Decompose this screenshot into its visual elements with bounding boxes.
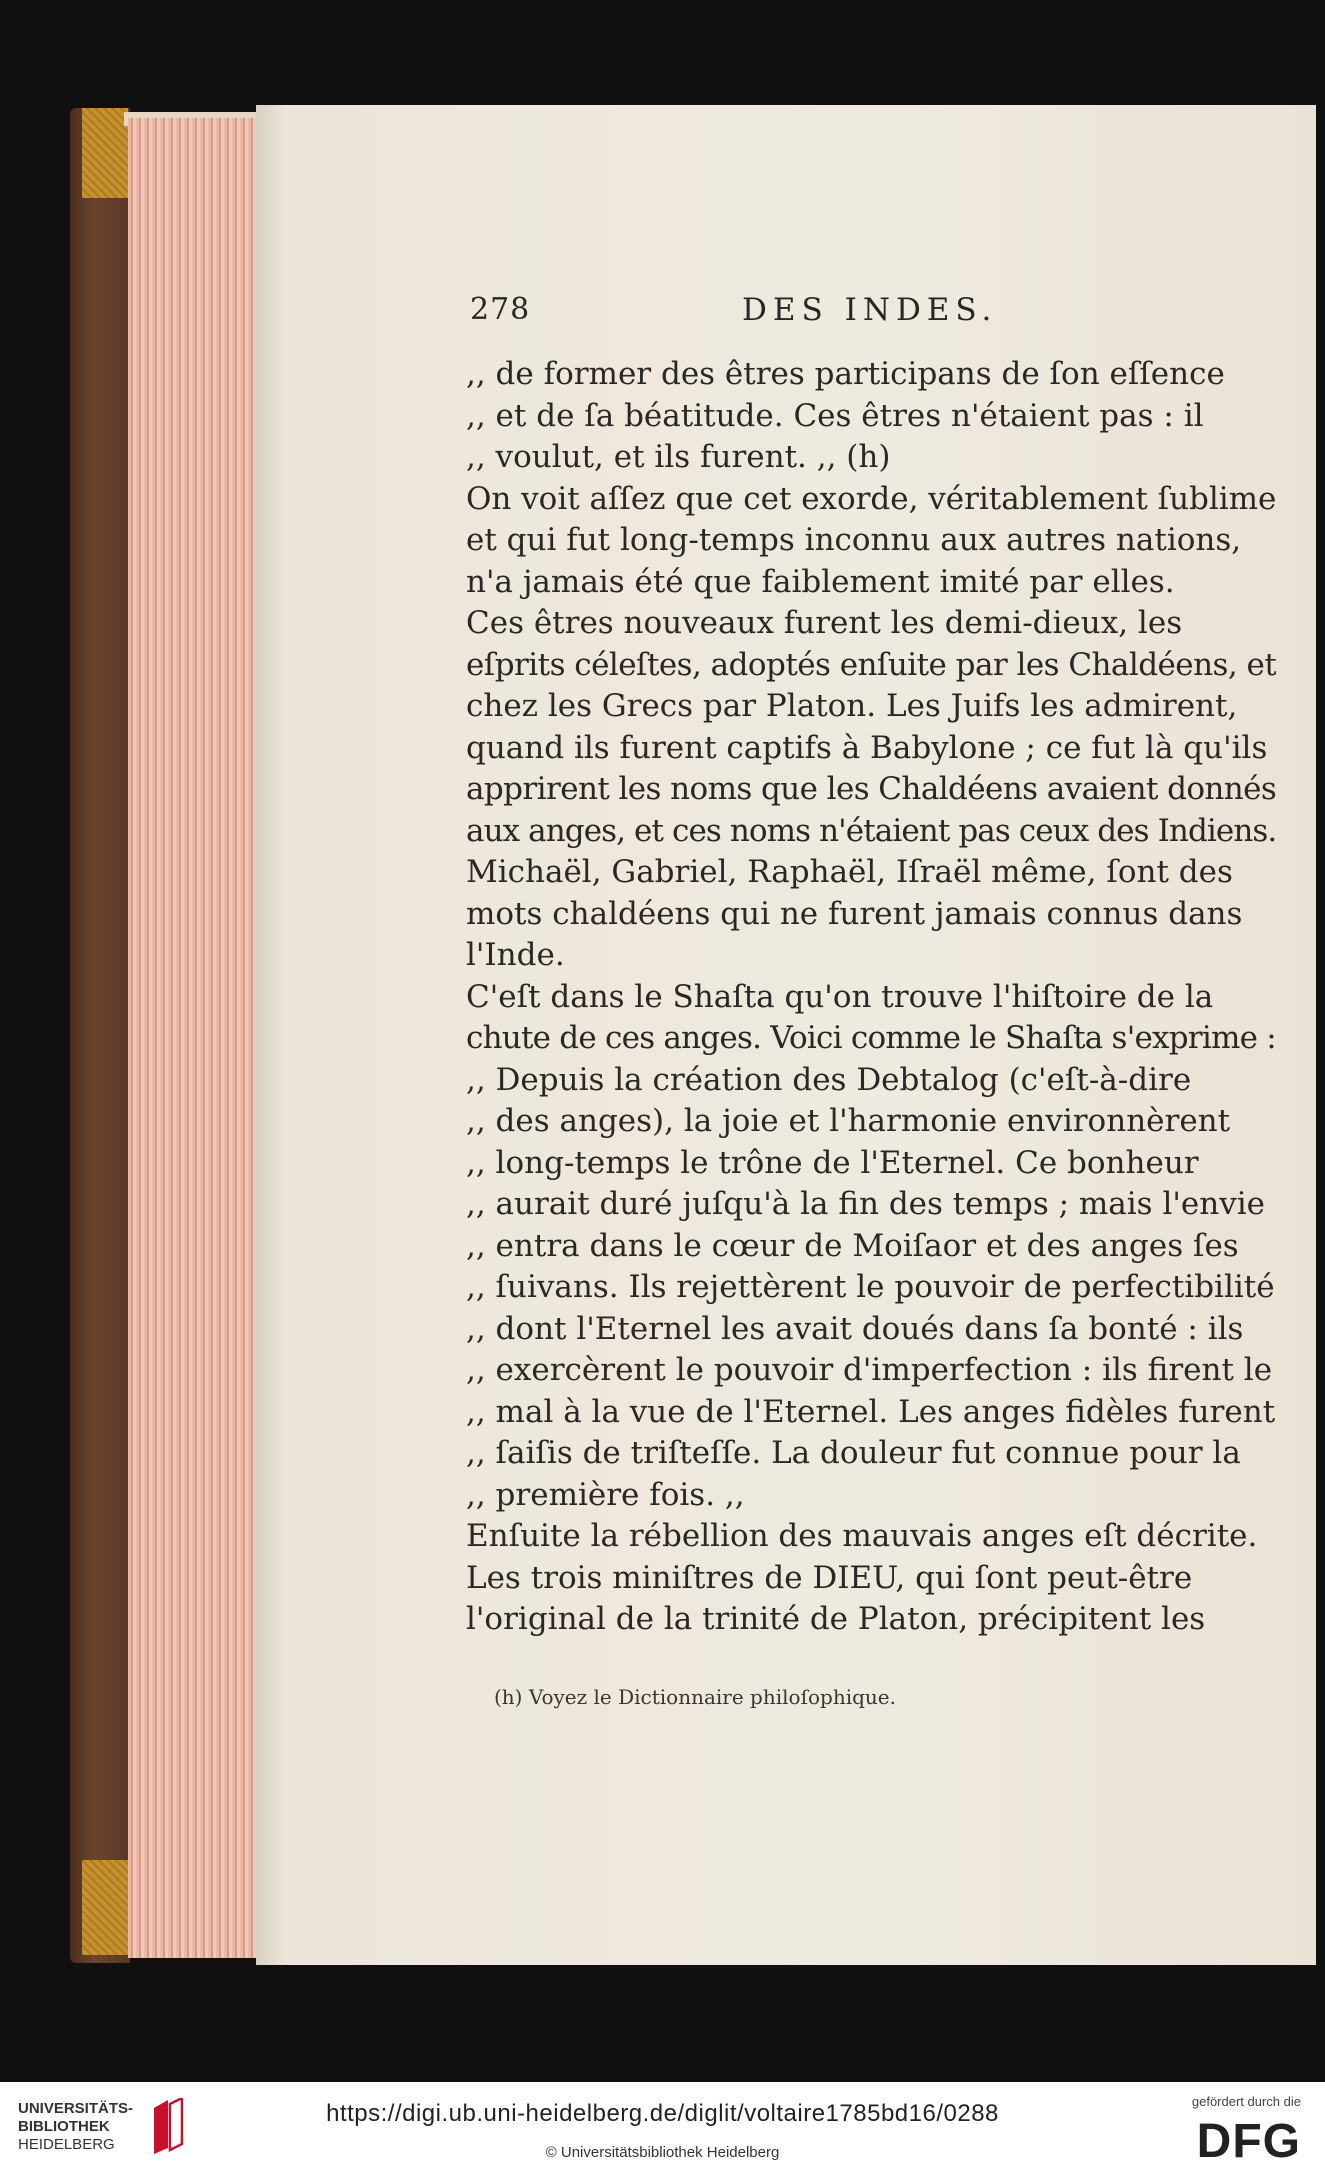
text-line: ,, et de ſa béatitude. Ces êtres n'étaient pas : il — [466, 397, 1204, 434]
text-line: On voit aſſez que cet exorde, véritablement ſublime — [466, 480, 1276, 517]
text-line: Les trois miniſtres de DIEU, qui ſont peut-être — [466, 1559, 1193, 1596]
text-line: C'eſt dans le Shaſta qu'on trouve l'hiſtoire de la — [466, 978, 1214, 1015]
text-line: ,, première fois. ,, — [466, 1476, 745, 1513]
text-line: mots chaldéens qui ne furent jamais connus dans — [466, 895, 1243, 932]
text-line: ,, aurait duré juſqu'à la fin des temps ; mais l'envie — [466, 1186, 1265, 1222]
dfg-logo[interactable]: DFG — [1196, 2115, 1301, 2168]
text-line: ,, des anges), la joie et l'harmonie environnèrent — [466, 1103, 1231, 1139]
cover-corner-bottom — [82, 1860, 128, 1955]
text-line: Enſuite la rébellion des mauvais anges eſt décrite. — [466, 1518, 1258, 1554]
text-line: Michaël, Gabriel, Raphaël, Iſraël même, ſont des — [466, 854, 1233, 890]
funding-label: gefördert durch die — [1191, 2094, 1301, 2109]
text-line: n'a jamais été que faiblement imité par elles. — [466, 563, 1175, 600]
page-body — [466, 354, 1276, 1641]
text-line: ,, dont l'Eternel les avait doués dans ſa bonté : ils — [466, 1310, 1244, 1347]
library-name-line2: BIBLIOTHEK — [18, 2118, 110, 2135]
text-line: aux anges, et ces noms n'étaient pas ceux des Indiens. — [466, 812, 1276, 849]
viewer-footer — [0, 2082, 1325, 2178]
page-edges — [128, 118, 256, 1958]
running-head: DES INDES. — [742, 292, 998, 328]
text-line: quand ils furent captifs à Babylone ; ce fut là qu'ils — [466, 729, 1268, 766]
page-number: 278 — [470, 292, 531, 327]
text-line: apprirent les noms que les Chaldéens avaient donnés — [466, 771, 1276, 807]
text-line: ,, voulut, et ils furent. ,, (h) — [466, 439, 891, 475]
text-line: ,, exercèrent le pouvoir d'imperfection : ils firent le — [466, 1352, 1273, 1388]
book-cover — [70, 108, 130, 1963]
text-line: ,, de former des êtres participans de ſon eſſence — [466, 356, 1225, 392]
copyright-notice: © Universitätsbibliothek Heidelberg — [545, 2144, 780, 2161]
text-line: l'Inde. — [466, 937, 565, 973]
text-line: ,, ſaiſis de triſteſſe. La douleur fut connue pour la — [466, 1435, 1241, 1471]
library-name-line1: UNIVERSITÄTS- — [18, 2100, 134, 2117]
text-line: l'original de la trinité de Platon, précipitent les — [466, 1601, 1206, 1637]
text-line: et qui fut long-temps inconnu aux autres nations, — [466, 522, 1242, 558]
cover-corner-top — [82, 108, 128, 198]
text-line: ,, mal à la vue de l'Eternel. Les anges fidèles furent — [466, 1393, 1276, 1430]
permalink-url[interactable]: https://digi.ub.uni-heidelberg.de/diglit/voltaire1785bd16/0288 — [326, 2100, 999, 2127]
text-line: chez les Grecs par Platon. Les Juifs les admirent, — [466, 688, 1238, 724]
text-line: Ces êtres nouveaux furent les demi-dieux, les — [466, 605, 1183, 641]
text-line: ,, entra dans le cœur de Moiſaor et des anges ſes — [466, 1227, 1239, 1264]
text-line: ,, long-temps le trône de l'Eternel. Ce bonheur — [466, 1144, 1199, 1181]
text-line: ,, ſuivans. Ils rejettèrent le pouvoir de perfectibilité — [466, 1269, 1275, 1305]
library-name-line3: HEIDELBERG — [18, 2136, 115, 2153]
footnote: (h) Voyez le Dictionnaire philoſophique. — [494, 1685, 896, 1709]
page-header — [470, 292, 1290, 336]
text-line: ,, Depuis la création des Debtalog (c'eſt-à-dire — [466, 1061, 1192, 1098]
text-line: eſprits céleſtes, adoptés enſuite par les Chaldéens, et — [466, 646, 1276, 683]
text-line: chute de ces anges. Voici comme le Shaſta s'exprime : — [466, 1020, 1276, 1056]
